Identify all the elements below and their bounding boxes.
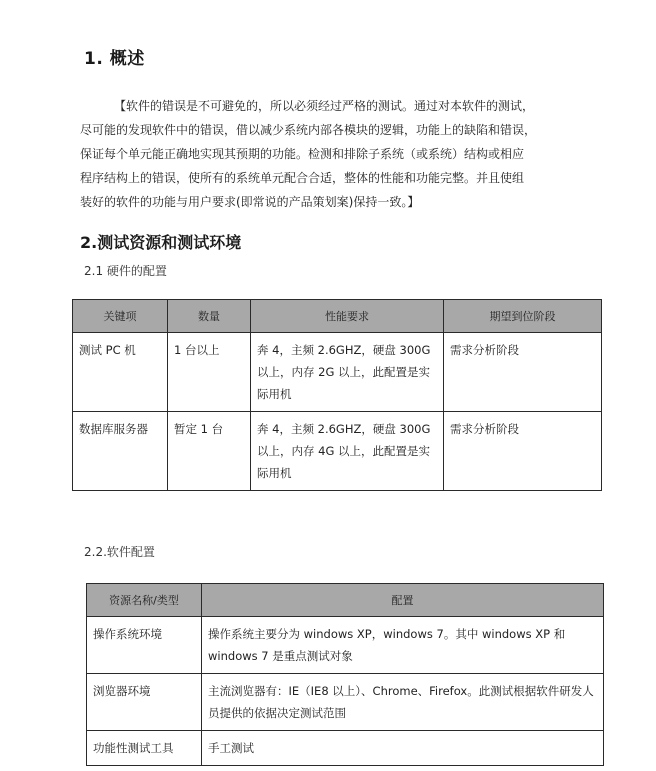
overview-line: 保证每个单元能正确地实现其预期的功能。检测和排除子系统（或系统）结构或相应	[80, 147, 525, 161]
column-header: 关键项	[73, 300, 168, 333]
column-header: 配置	[202, 584, 604, 617]
table-cell: 1 台以上	[168, 333, 251, 412]
section-1-heading: 1. 概述	[84, 49, 145, 69]
table-cell: 操作系统环境	[87, 617, 202, 674]
table-cell: 浏览器环境	[87, 674, 202, 731]
software-table	[86, 583, 604, 766]
table-cell: 需求分析阶段	[444, 333, 602, 412]
table-header-row	[87, 584, 604, 617]
software-subheading: 2.2.软件配置	[84, 545, 155, 559]
table-cell: 奔 4，主频 2.6GHZ，硬盘 300G 以上，内存 2G 以上，此配置是实际用机	[251, 333, 444, 412]
table-cell: 主流浏览器有：IE（IE8 以上）、Chrome、Firefox。此测试根据软件研发人员提供的依据决定测试范围	[202, 674, 604, 731]
table-cell: 需求分析阶段	[444, 412, 602, 491]
section-2-heading: 2.测试资源和测试环境	[80, 233, 242, 252]
table-cell: 奔 4，主频 2.6GHZ，硬盘 300G 以上，内存 4G 以上，此配置是实际用机	[251, 412, 444, 491]
overview-line: 装好的软件的功能与用户要求(即常说的产品策划案)保持一致。】	[80, 195, 420, 209]
hardware-subheading: 2.1 硬件的配置	[84, 264, 167, 278]
table-cell: 操作系统主要分为 windows XP，windows 7。其中 windows XP 和 windows 7 是重点测试对象	[202, 617, 604, 674]
overview-line: 程序结构上的错误，使所有的系统单元配合合适，整体的性能和功能完整。并且使组	[80, 171, 525, 185]
table-cell: 数据库服务器	[73, 412, 168, 491]
overview-line: 【软件的错误是不可避免的，所以必须经过严格的测试。通过对本软件的测试，	[114, 99, 535, 113]
table-row	[87, 731, 604, 766]
table-row	[87, 674, 604, 731]
hardware-table	[72, 299, 602, 491]
table-cell: 功能性测试工具	[87, 731, 202, 766]
column-header: 资源名称/类型	[87, 584, 202, 617]
column-header: 数量	[168, 300, 251, 333]
column-header: 期望到位阶段	[444, 300, 602, 333]
table-row	[87, 617, 604, 674]
overview-line: 尽可能的发现软件中的错误，借以减少系统内部各模块的逻辑，功能上的缺陷和错误，	[80, 123, 537, 137]
table-header-row	[73, 300, 602, 333]
table-cell: 手工测试	[202, 731, 604, 766]
table-row	[73, 333, 602, 412]
table-cell: 测试 PC 机	[73, 333, 168, 412]
table-row	[73, 412, 602, 491]
table-cell: 暂定 1 台	[168, 412, 251, 491]
column-header: 性能要求	[251, 300, 444, 333]
overview-paragraph	[80, 94, 600, 214]
